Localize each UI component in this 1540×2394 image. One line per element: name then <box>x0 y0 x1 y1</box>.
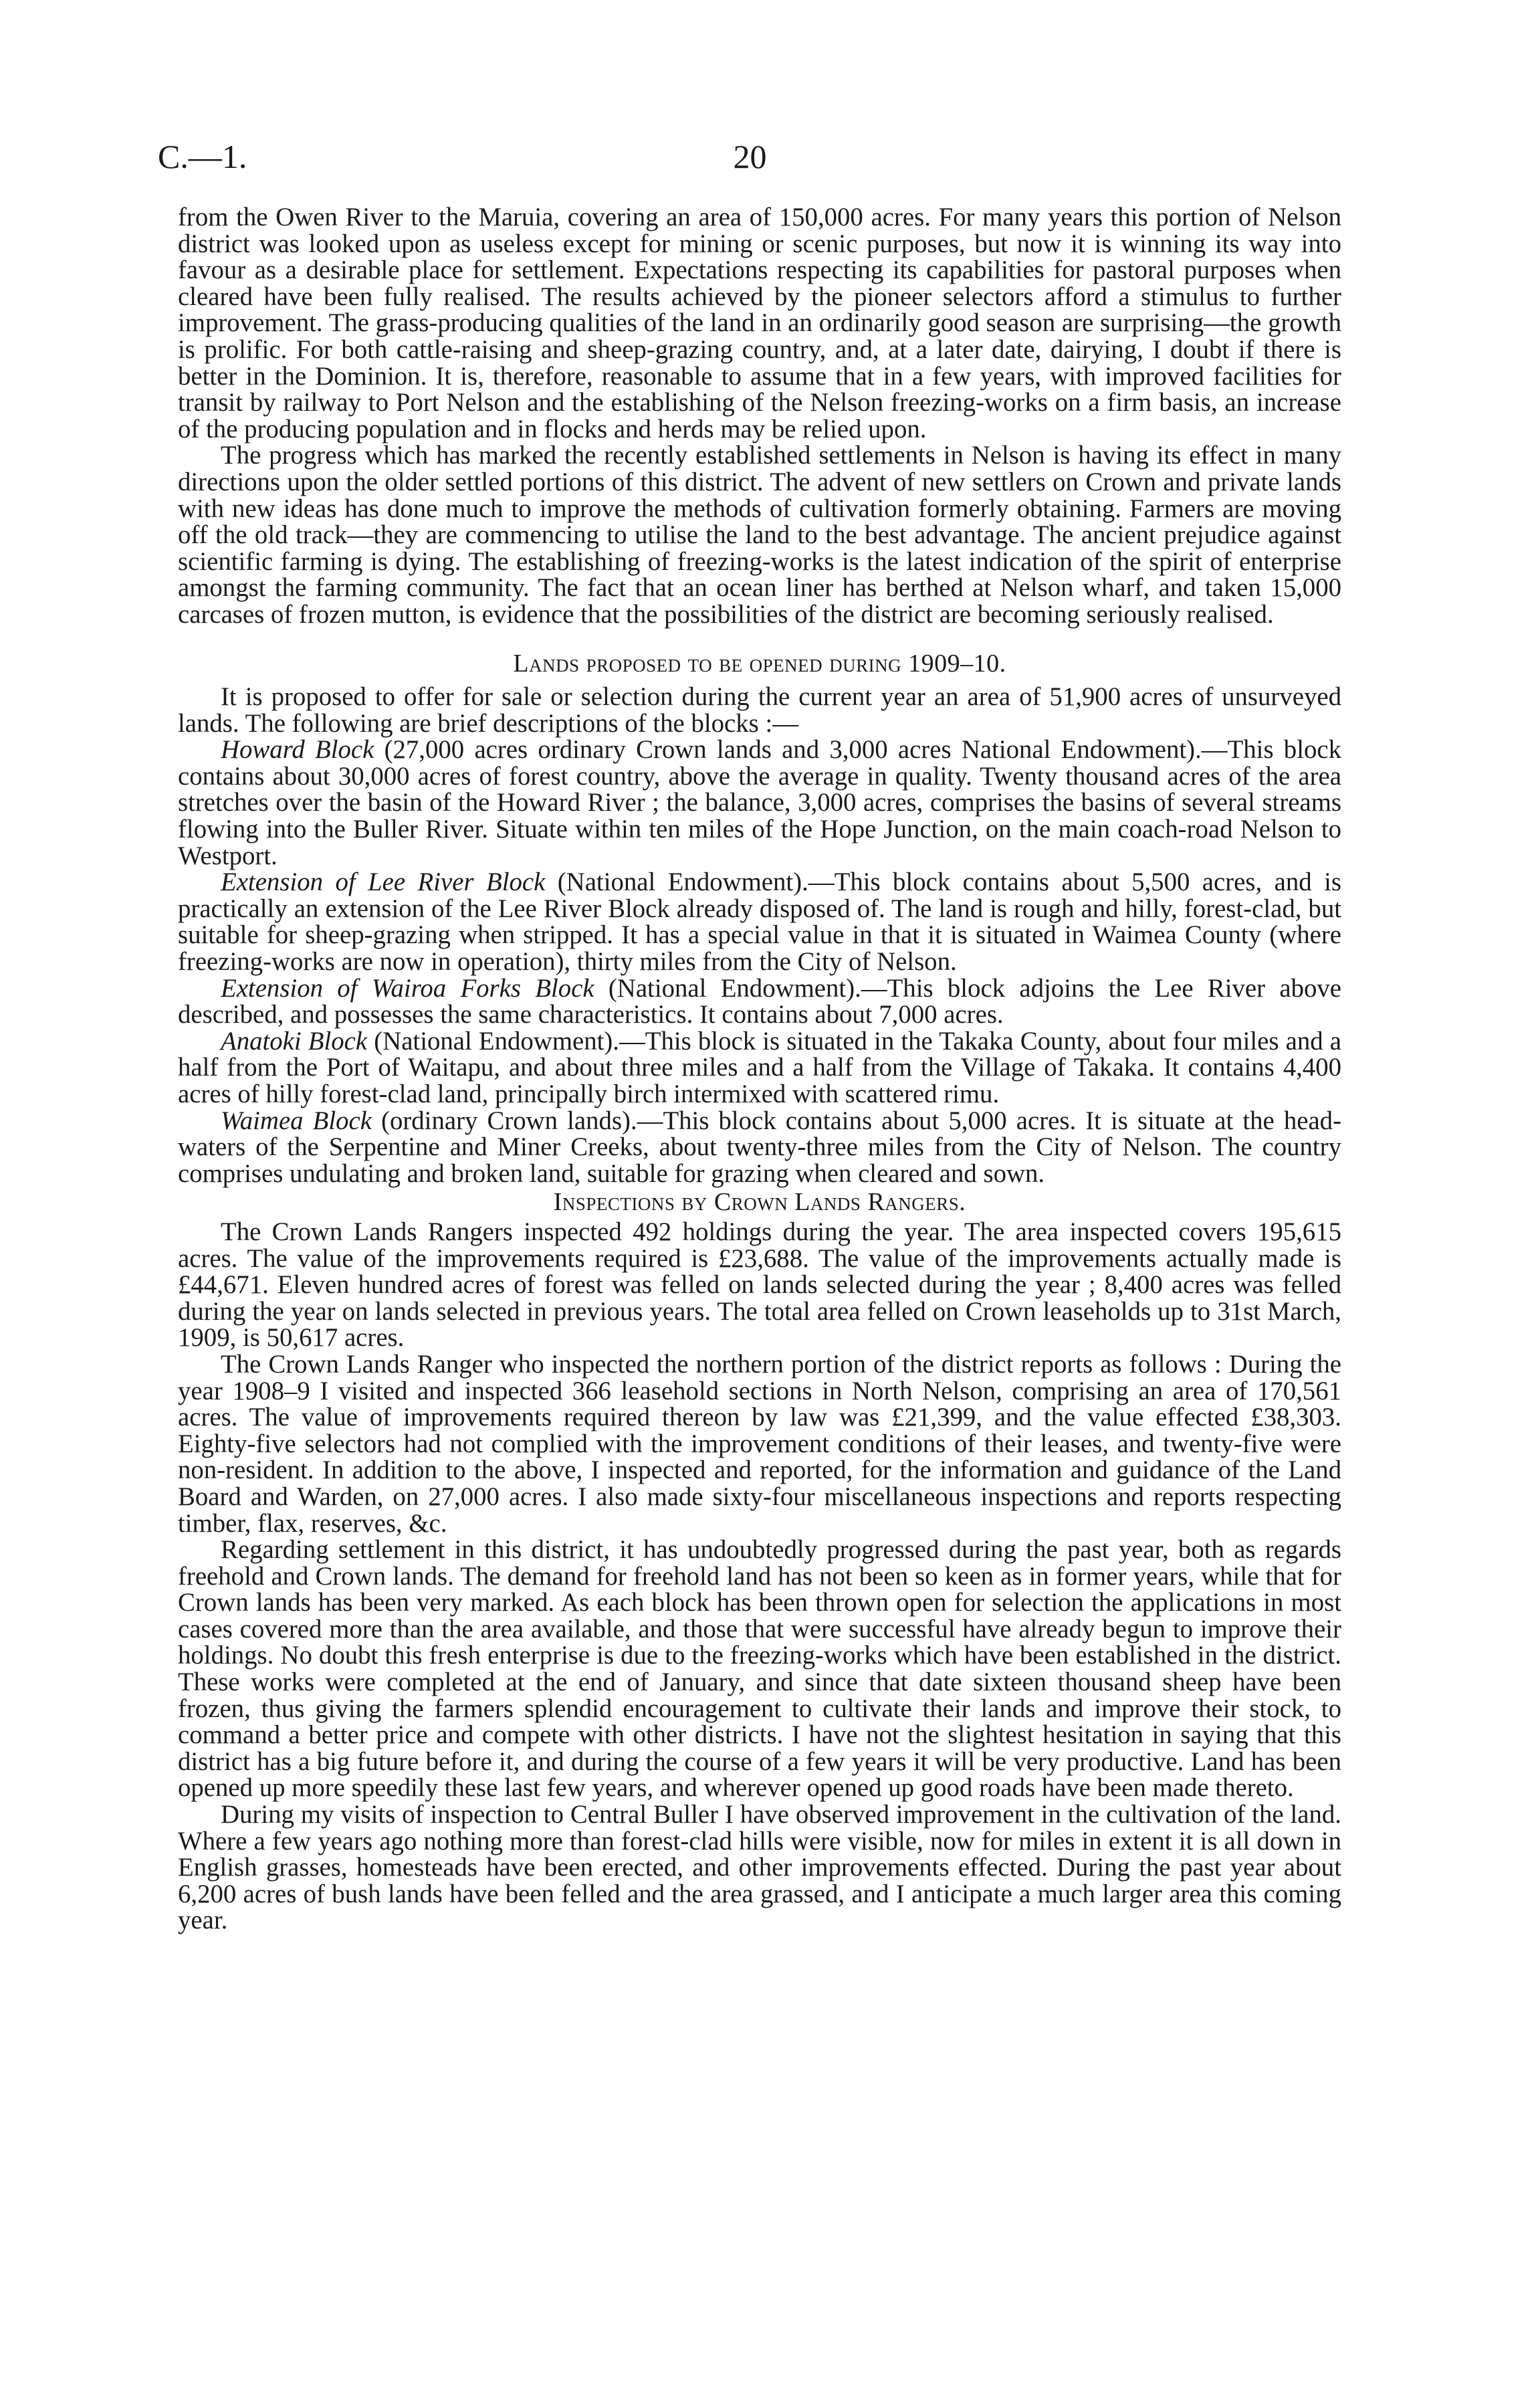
block-description <box>178 869 1341 975</box>
lands-section-heading: Lands proposed to be opened during 1909–10. <box>513 649 1006 678</box>
progress-paragraph: The progress which has marked the recently established settlements in Nelson is having its effect in many directions upon the older settled portions of this district. The advent of new settlers on Crown and private lands with new ideas has done much to improve the methods of cultivation formerly obtaining. Farmers are moving off the old track—they are commencing to utilise the land to the best advantage. The ancient prejudice against scientific farming is dying. The establishing of freezing-works is the latest indication of the spirit of enterprise amongst the farming community. The fact that an ocean liner has berthed at Nelson wharf, and taken 15,000 carcases of frozen mutton, is evidence that the possibilities of the district are becoming seriously realised. <box>178 441 1341 629</box>
inspections-paragraph: Regarding settlement in this district, it has undoubtedly progressed during the past year, both as regards freehold and Crown lands. The demand for freehold land has not been so keen as in former years, while that for Crown lands has been very marked. As each block has been thrown open for selection the applications in most cases covered more than the area available, and those that were successful have already begun to improve their holdings. No doubt this fresh enterprise is due to the freezing-works which have been established in the district. These works were completed at the end of January, and since that date sixteen thousand sheep have been frozen, thus giving the farmers splendid encouragement to cultivate their lands and improve their stock, to command a better price and compete with other districts. I have not the slightest hesitation in saying that this district has a big future before it, and during the course of a few years it will be very productive. Land has been opened up more speedily these last few years, and wherever opened up good roads have been made thereto. <box>178 1535 1341 1803</box>
page-body <box>178 204 1341 1934</box>
block-description <box>178 1108 1341 1187</box>
block-description <box>178 1028 1341 1108</box>
block-text: (27,000 acres ordinary Crown lands and 3,000 acres National Endowment).—This block contains about 30,000 acres of forest country, above the average in quality. Twenty thousand acres of the area stretches over the basin of the Howard River ; the balance, 3,000 acres, comprises the basins of several streams flowing into the Buller River. Situate within ten miles of the Hope Junction, on the main coach-road Nelson to Westport. <box>178 735 1341 870</box>
inspections-section-heading: Inspections by Crown Lands Rangers. <box>553 1188 966 1217</box>
page-header <box>158 137 1342 191</box>
block-name: Extension of Wairoa Forks Block <box>221 973 594 1003</box>
lands-intro-paragraph: It is proposed to offer for sale or selection during the current year an area of 51,900 acres of unsurveyed lands. The following are brief descriptions of the blocks :— <box>178 682 1341 738</box>
block-name: Extension of Lee River Block <box>221 868 546 897</box>
block-text: (National Endowment).—This block contains about 5,500 acres, and is practically an extension of the Lee River Block already disposed of. The land is rough and hilly, forest-clad, but suitable for sheep-grazing when stripped. It has a special value in that it is situated in Waimea County (where freezing-works are now in operation), thirty miles from the City of Nelson. <box>178 868 1341 977</box>
document-code: C.—1. <box>158 138 247 175</box>
block-text: (National Endowment).—This block adjoins the Lee River above described, and possesses the same characteristics. It contains about 7,000 acres. <box>178 973 1341 1029</box>
block-description <box>178 975 1341 1028</box>
block-name: Waimea Block <box>221 1106 372 1135</box>
block-text: (National Endowment).—This block is situated in the Takaka County, about four miles and a half from the Port of Waitapu, and about three miles and a half from the Village of Takaka. It contains 4,400 acres of hilly forest-clad land, principally birch intermixed with scattered rimu. <box>178 1026 1341 1108</box>
page-number: 20 <box>733 138 767 175</box>
intro-paragraph: from the Owen River to the Maruia, covering an area of 150,000 acres. For many years this portion of Nelson district was looked upon as useless except for mining or scenic purposes, but now it is winning its way into favour as a desirable place for settlement. Expectations respecting its capabilities for pastoral purposes when cleared have been fully realised. The results achieved by the pioneer selectors afford a stimulus to further improvement. The grass-producing qualities of the land in an ordinarily good season are surprising—the growth is prolific. For both cattle-raising and sheep-grazing country, and, at a later date, dairying, I doubt if there is better in the Dominion. It is, therefore, reasonable to assume that in a few years, with improved facilities for transit by railway to Port Nelson and the establishing of the Nelson freezing-works on a firm basis, an increase of the producing population and in flocks and herds may be relied upon. <box>178 203 1341 443</box>
inspections-paragraph: The Crown Lands Rangers inspected 492 holdings during the year. The area inspected covers 195,615 acres. The value of the improvements required is £23,688. The value of the improvements actually made is £44,671. Eleven hundred acres of forest was felled on lands selected during the year ; 8,400 acres was felled during the year on lands selected in previous years. The total area felled on Crown leaseholds up to 31st March, 1909, is 50,617 acres. <box>178 1217 1341 1353</box>
block-description <box>178 736 1341 869</box>
block-name: Anatoki Block <box>221 1026 368 1056</box>
inspections-paragraph: The Crown Lands Ranger who inspected the northern portion of the district reports as follows : During the year 1908–9 I visited and inspected 366 leasehold sections in North Nelson, comprising an area of 170,561 acres. The value of improvements required thereon by law was £21,399, and the value effected £38,303. Eighty-five selectors had not complied with the improvement conditions of their leases, and twenty-five were non-resident. In addition to the above, I inspected and reported, for the information and guidance of the Land Board and Warden, on 27,000 acres. I also made sixty-four miscellaneous inspections and reports respecting timber, flax, reserves, &c. <box>178 1349 1341 1538</box>
inspections-paragraph: During my visits of inspection to Central Buller I have observed improvement in the cultivation of the land. Where a few years ago nothing more than forest-clad hills were visible, now for miles in extent it is all down in English grasses, homesteads have been erected, and other improvements effected. During the past year about 6,200 acres of bush lands have been felled and the area grassed, and I anticipate a much larger area this coming year. <box>178 1800 1341 1935</box>
block-text: (ordinary Crown lands).—This block contains about 5,000 acres. It is situate at the head-waters of the Serpentine and Miner Creeks, about twenty-three miles from the City of Nelson. The country comprises undulating and broken land, suitable for grazing when cleared and sown. <box>178 1106 1341 1188</box>
block-name: Howard Block <box>221 735 374 765</box>
